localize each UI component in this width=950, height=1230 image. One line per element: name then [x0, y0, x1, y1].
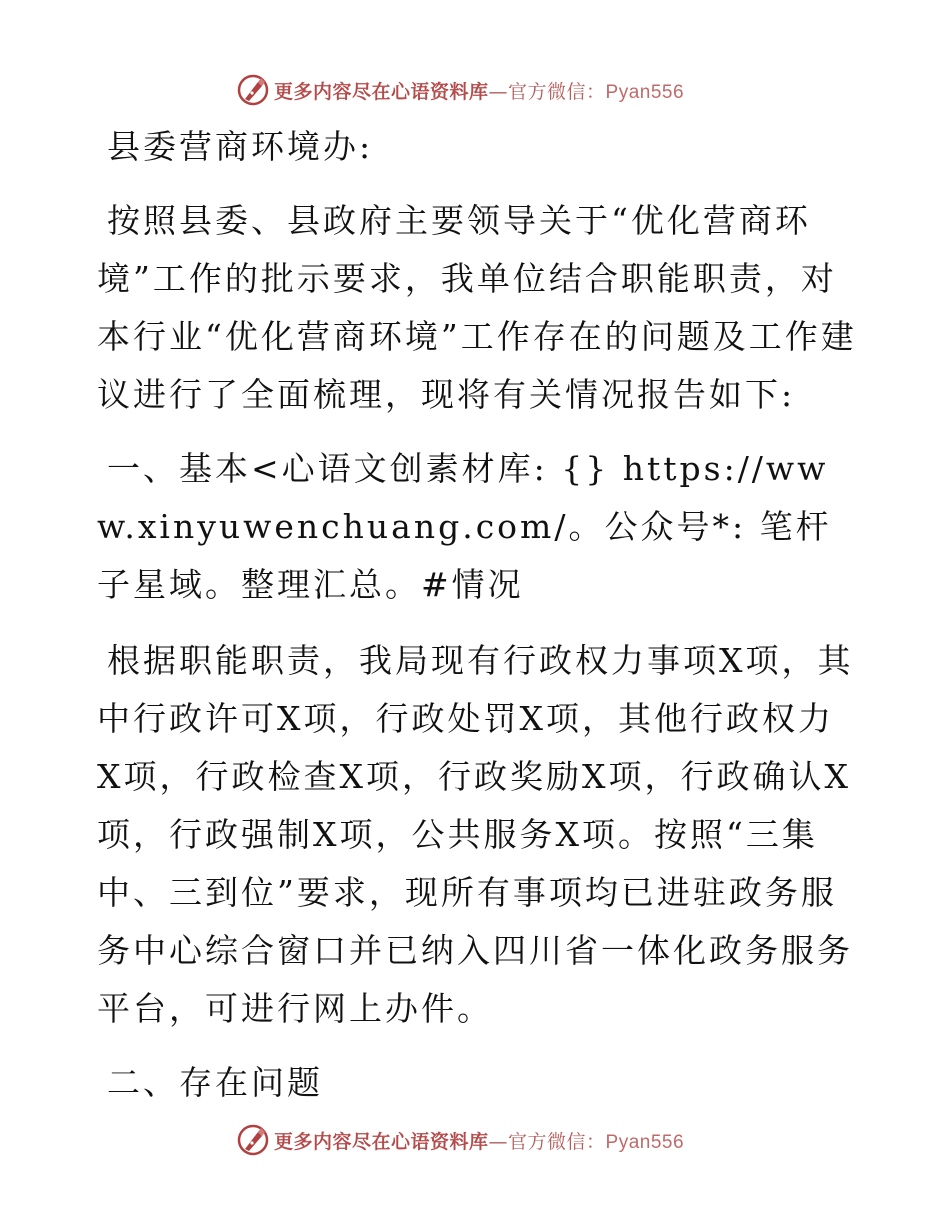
watermark-contact-id: Pyan556 [605, 81, 685, 103]
watermark-text [274, 77, 684, 104]
watermark-contact-label: 官方微信： [508, 80, 606, 103]
watermark-contact-label: 官方微信： [508, 1130, 606, 1153]
watermark-text [274, 1127, 684, 1154]
section-1-body: 根据职能职责，我局现有行政权力事项X项，其中行政许可X项，行政处罚X项，其他行政权力X项，行政检查X项，行政奖励X项，行政确认X项，行政强制X项，公共服务X项。按照“三集中、三到位”要求，现所有事项均已进驻政务服务中心综合窗口并已纳入四川省一体化政务服务平台，可进行网上办件。 [97, 641, 854, 1028]
section-1-heading: 一、基本<心语文创素材库: {} https://www.xinyuwenchuang.com/。公众号*: 笔杆子星域。整理汇总。#情况 [97, 449, 832, 604]
watermark-contact-id: Pyan556 [605, 1131, 685, 1153]
watermark-brand: 更多内容尽在心语资料库 [274, 80, 489, 103]
watermark-brand: 更多内容尽在心语资料库 [274, 1130, 489, 1153]
section-2-heading: 二、存在问题 [107, 1063, 323, 1102]
pen-nib-logo-icon [236, 73, 270, 107]
watermark-header [236, 72, 684, 108]
intro-paragraph: 按照县委、县政府主要领导关于“优化营商环境”工作的批示要求，我单位结合职能职责，对本行业“优化营商环境”工作存在的问题及工作建议进行了全面梳理，现将有关情况报告如下: [97, 201, 857, 414]
watermark-separator: — [488, 1130, 509, 1153]
pen-nib-logo-icon [236, 1123, 270, 1157]
salutation: 县委营商环境办: [107, 127, 374, 166]
watermark-footer [236, 1122, 684, 1158]
watermark-separator: — [488, 80, 509, 103]
